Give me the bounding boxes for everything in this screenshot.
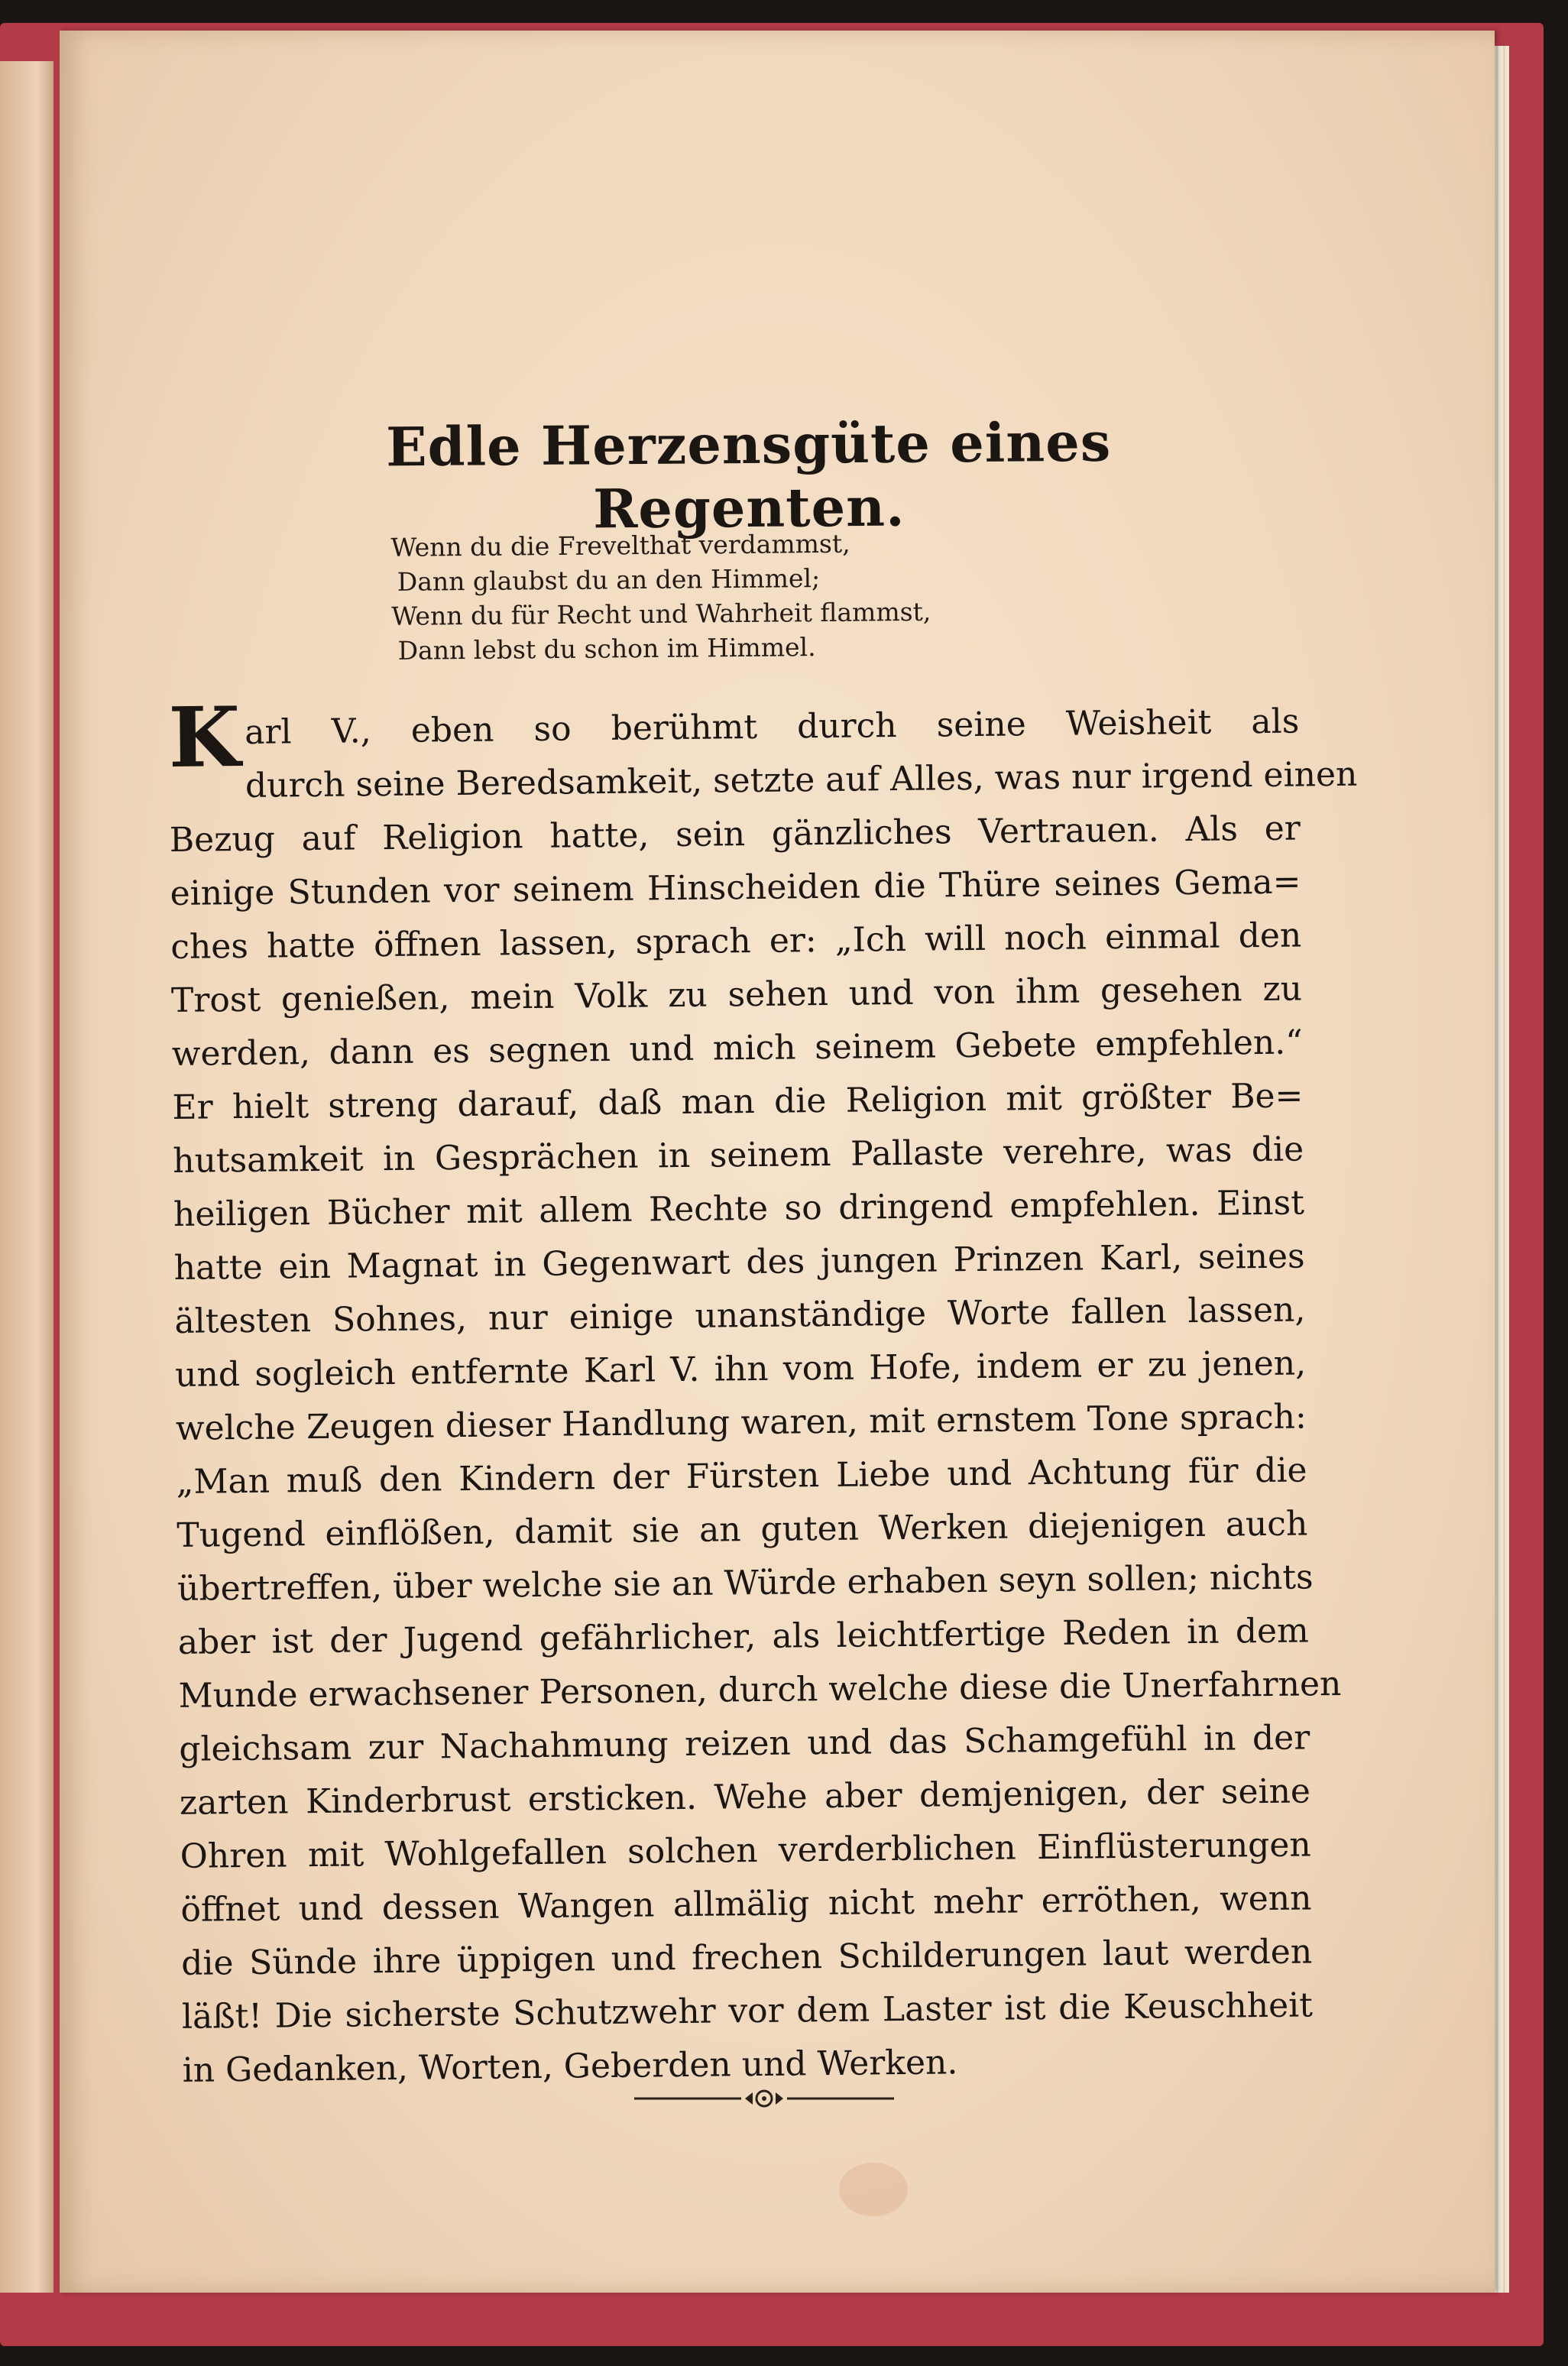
text-line: hatte ein Magnat in Gegenwart des jungen Prinzen Karl, seines — [173, 1236, 1305, 1288]
text-line: Tugend einflößen, damit sie an guten Werken diejenigen auch — [177, 1504, 1308, 1555]
text-line: Ohren mit Wohlgefallen solchen verderblichen Einflüsterungen — [180, 1825, 1311, 1876]
text-line: heiligen Bücher mit allem Rechte so dringend empfehlen. Einst — [173, 1183, 1305, 1234]
facing-page-edge — [0, 61, 53, 2293]
body-text — [167, 689, 1358, 2098]
text-line: Bezug auf Religion hatte, sein gänzliches Vertrauen. Als er — [169, 809, 1301, 860]
text-line: ches hatte öffnen lassen, sprach er: „Ich will noch einmal den — [170, 916, 1302, 967]
text-line: einige Stunden vor seinem Hinscheiden die Thüre seines Gema= — [170, 862, 1301, 913]
motto-line: Dann lebst du schon im Himmel. — [397, 632, 816, 666]
text-line: zarten Kinderbrust ersticken. Wehe aber demjenigen, der seine — [179, 1771, 1311, 1823]
motto-verse — [390, 524, 1080, 668]
end-ornament — [634, 2085, 894, 2112]
text-line: übertreffen, über welche sie an Würde erhaben seyn sollen; nichts — [177, 1557, 1314, 1609]
text-line: die Sünde ihre üppigen und frechen Schilderungen laut werden — [180, 1932, 1313, 1983]
text-line: Er hielt streng darauf, daß man die Religion mit größter Be= — [172, 1076, 1304, 1127]
motto-line: Wenn du die Frevelthat verdammst, — [390, 528, 850, 562]
text-line: aber ist der Jugend gefährlicher, als leichtfertige Reden in dem — [177, 1611, 1310, 1662]
text-line: Trost genießen, mein Volk zu sehen und von ihm gesehen zu — [170, 969, 1303, 1020]
page-title: Edle Herzensgüte eines Regenten. — [385, 410, 1112, 541]
text-line: in Gedanken, Worten, Geberden und Werken. — [182, 2043, 958, 2090]
text-line: „Man muß den Kindern der Fürsten Liebe und Achtung für die — [176, 1450, 1307, 1502]
text-line: welche Zeugen dieser Handlung waren, mit ernstem Tone sprach: — [175, 1397, 1307, 1448]
text-line: gleichsam zur Nachahmung reizen und das Schamgefühl in der — [179, 1718, 1310, 1769]
motto-line: Dann glaubst du an den Himmel; — [397, 563, 821, 597]
text-line: arl V., eben so berühmt durch seine Weisheit als — [244, 702, 1300, 752]
text-line: ältesten Sohnes, nur einige unanständige Worte fallen lassen, — [174, 1290, 1306, 1341]
motto-line: Wenn du für Recht und Wahrheit flammst, — [391, 596, 931, 631]
text-line: durch seine Beredsamkeit, setzte auf Alles, was nur irgend einen — [245, 754, 1358, 805]
text-line: Munde erwachsener Personen, durch welche diese die Unerfahrnen — [178, 1664, 1342, 1716]
text-line: öffnet und dessen Wangen allmälig nicht mehr erröthen, wenn — [180, 1878, 1312, 1930]
text-line: hutsamkeit in Gesprächen in seinem Pallaste verehre, was die — [172, 1130, 1304, 1181]
text-line: werden, dann es segnen und mich seinem Gebete empfehlen.“ — [171, 1023, 1303, 1074]
page-stain — [839, 2163, 908, 2216]
drop-initial: K — [167, 689, 241, 786]
text-line: und sogleich entfernte Karl V. ihn vom Hofe, indem er zu jenen, — [174, 1343, 1307, 1395]
text-line: läßt! Die sicherste Schutzwehr vor dem Laster ist die Keuschheit — [181, 1985, 1314, 2037]
